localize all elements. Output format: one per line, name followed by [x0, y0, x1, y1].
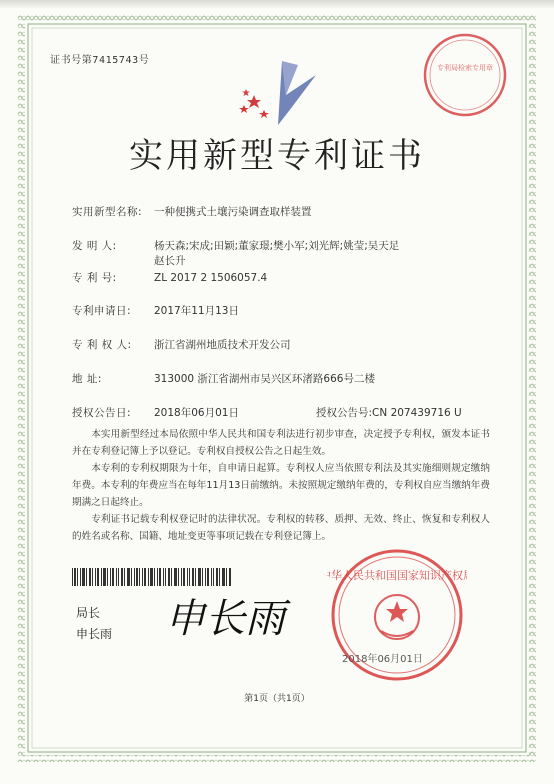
patent-number-label: 专 利 号:: [72, 272, 117, 284]
grant-date-label: 授权公告日:: [72, 407, 132, 419]
page-footer: 第1页（共1页）: [244, 694, 310, 704]
body-paragraph: 本实用新型经过本局依照中华人民共和国专利法进行初步审查，决定授予专利权，颁发本证书并在专利登记簿上予以登记。专利权自授权公告之日起生效。: [72, 429, 490, 457]
inventor-row-2: [154, 253, 186, 268]
signature-glyphs: 申长雨: [165, 596, 285, 642]
inventor-value-line1: 杨天森;宋成;田颖;董家璟;樊小军;刘光辉;姚莹;吴天足: [154, 240, 400, 252]
filing-date-row: [72, 303, 239, 318]
body-paragraph: 专利证书记载专利权登记时的法律状况。专利权的转移、质押、无效、终止、恢复和专利权人的姓名或名称、国籍、地址变更等事项记载在专利登记簿上。: [72, 514, 490, 542]
certificate-number: 证书号第7415743号: [50, 55, 150, 66]
cnipa-logo-icon: [236, 55, 326, 127]
inventor-value-line2: 赵长升: [154, 255, 186, 267]
patentee-value: 浙江省湖州地质技术开发公司: [154, 339, 291, 351]
handwritten-signature: [165, 588, 295, 648]
big-seal-text: 中华人民共和国国家知识产权局: [327, 569, 467, 582]
patentee-row: [72, 337, 291, 352]
filing-date-label: 专利申请日:: [72, 305, 132, 317]
grant-number-value: CN 207439716 U: [372, 407, 462, 419]
grant-date-value: 2018年06月01日: [154, 407, 239, 419]
certificate-body: [72, 426, 490, 545]
utility-model-name-label: 实用新型名称:: [72, 206, 143, 218]
inventor-row: [72, 238, 399, 253]
inventor-label: 发 明 人:: [72, 240, 117, 252]
certificate-title: 实用新型专利证书: [129, 136, 425, 176]
address-label: 地 址:: [72, 373, 102, 385]
patent-number-value: ZL 2017 2 1506057.4: [154, 272, 268, 284]
address-row: [72, 371, 375, 386]
seal-date: 2018年06月01日: [342, 654, 423, 665]
utility-model-name-value: 一种便携式土壤污染调查取样装置: [154, 206, 312, 218]
address-value: 313000 浙江省湖州市吴兴区环渚路666号二楼: [154, 373, 375, 385]
small-seal-text: 专利局检索专用章: [437, 64, 493, 72]
director-name: 申长雨: [76, 627, 113, 641]
patentee-label: 专 利 权 人:: [72, 339, 132, 351]
barcode: [72, 568, 232, 586]
utility-model-name-row: [72, 204, 312, 219]
director-title: 局长: [76, 606, 101, 620]
grant-number-label: 授权公告号:: [316, 407, 373, 419]
filing-date-value: 2017年11月13日: [154, 305, 239, 317]
grant-number-row: [316, 405, 462, 420]
body-paragraph: 本专利的专利权期限为十年，自申请日起算。专利权人应当依照专利法及其实施细则规定缴纳年费。本专利的年费应当在每年11月13日前缴纳。未按照规定缴纳年费的，专利权自应当缴纳年费期满之日起终止。: [72, 463, 490, 508]
grant-date-row: [72, 405, 239, 420]
patent-number-row: [72, 270, 267, 285]
scan-top-edge: [0, 0, 554, 8]
small-red-seal: [420, 30, 510, 120]
